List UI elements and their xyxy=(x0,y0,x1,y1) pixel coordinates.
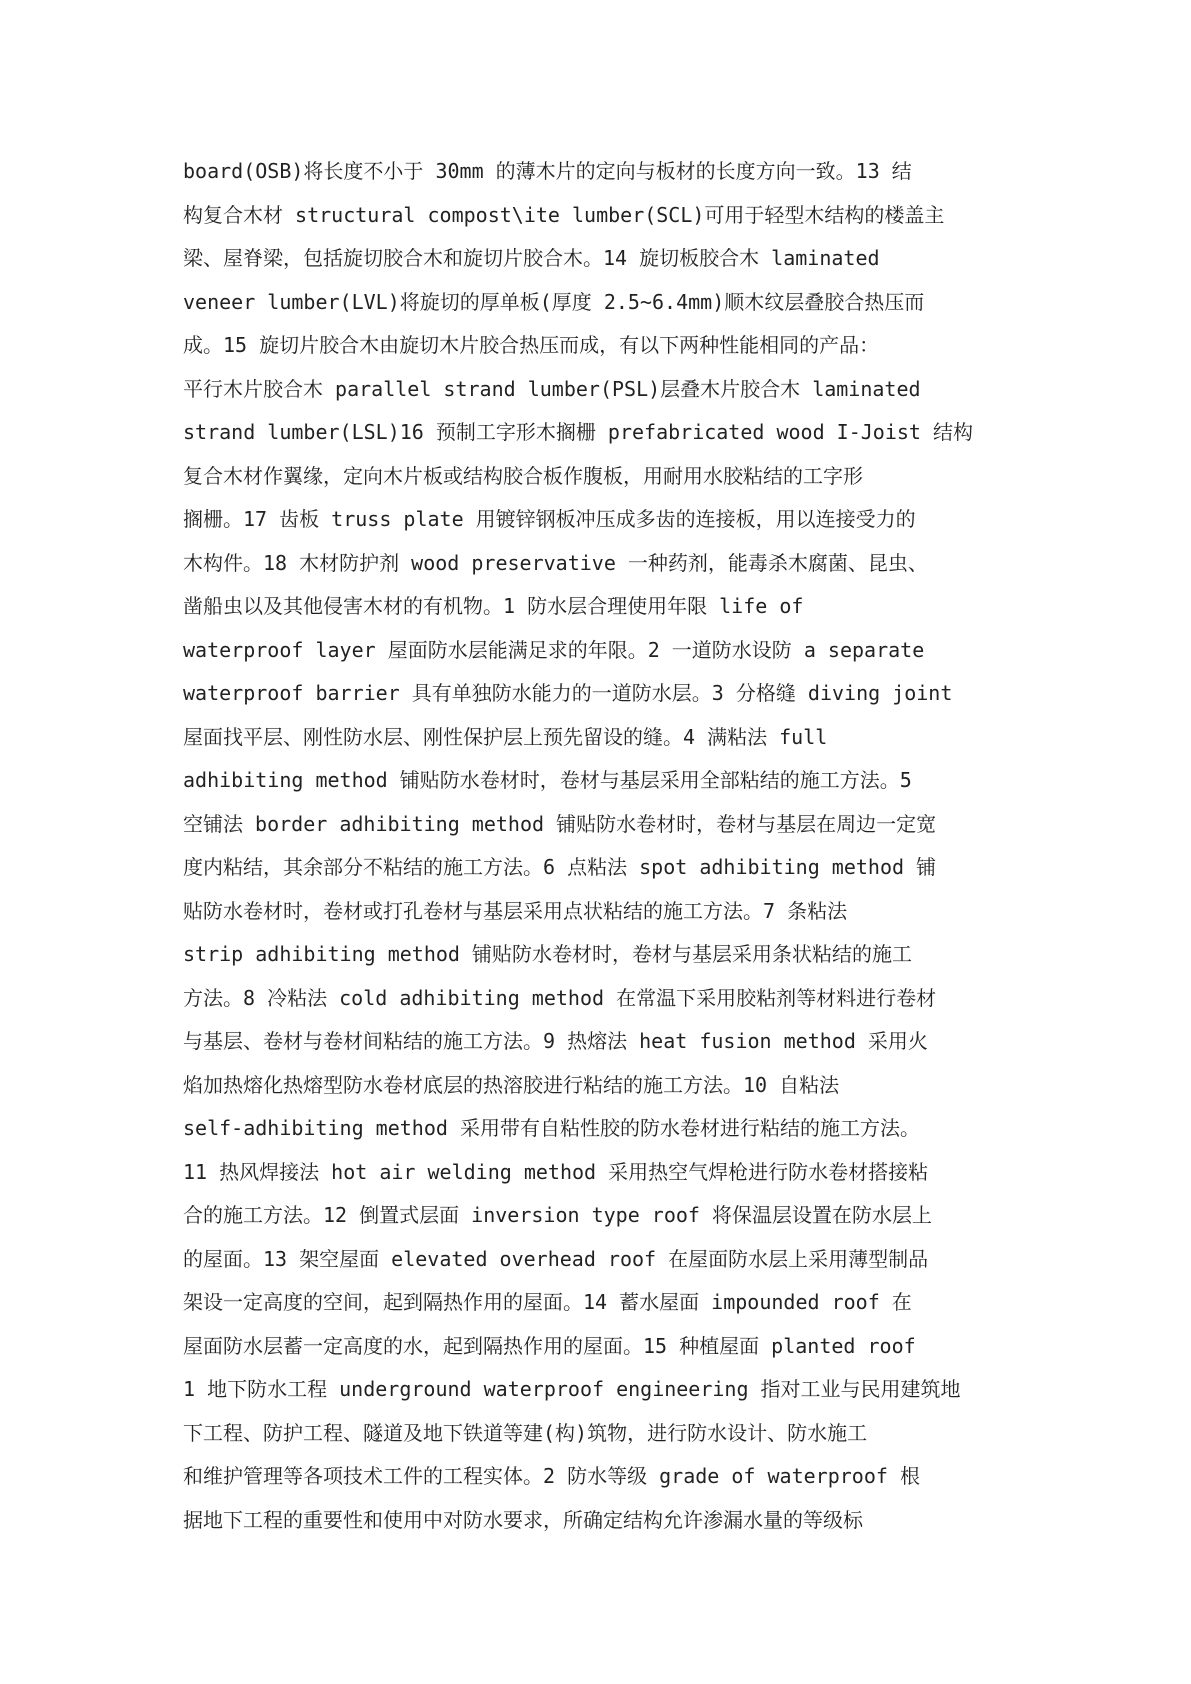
text-line: 与基层、卷材与卷材间粘结的施工方法。9 热熔法 heat fusion method 采用火 xyxy=(183,1029,928,1053)
text-line: 和维护管理等各项技术工件的工程实体。2 防水等级 grade of waterproof 根 xyxy=(183,1464,920,1488)
text-line: 的屋面。13 架空屋面 elevated overhead roof 在屋面防水层上采用薄型制品 xyxy=(183,1246,929,1271)
text-line: waterproof barrier 具有单独防水能力的一道防水层。3 分格缝 diving joint xyxy=(183,681,953,705)
text-line: waterproof layer 屋面防水层能满足求的年限。2 一道防水设防 a separate xyxy=(183,637,925,662)
text-line: 成。15 旋切片胶合木由旋切木片胶合热压而成，有以下两种性能相同的产品： xyxy=(183,333,880,357)
text-line: 平行木片胶合木 parallel strand lumber(PSL)层叠木片胶合木 laminated xyxy=(183,376,921,401)
text-line: 贴防水卷材时，卷材或打孔卷材与基层采用点状粘结的施工方法。7 条粘法 xyxy=(183,898,848,923)
text-line: 屋面找平层、刚性防水层、刚性保护层上预先留设的缝。4 满粘法 full xyxy=(183,724,828,749)
text-line: 度内粘结，其余部分不粘结的施工方法。6 点粘法 spot adhibiting method 铺 xyxy=(183,855,937,879)
text-line: 凿船虫以及其他侵害木材的有机物。1 防水层合理使用年限 life of xyxy=(183,594,804,618)
text-line: 屋面防水层蓄一定高度的水，起到隔热作用的屋面。15 种植屋面 planted roof xyxy=(183,1333,916,1358)
text-line: 合的施工方法。12 倒置式层面 inversion type roof 将保温层设置在防水层上 xyxy=(183,1203,932,1227)
text-line: board(OSB)将长度不小于 30mm 的薄木片的定向与板材的长度方向一致。13 结 xyxy=(183,159,912,183)
text-line: 下工程、防护工程、隧道及地下铁道等建(构)筑物，进行防水设计、防水施工 xyxy=(183,1420,868,1445)
text-line: 复合木材作翼缘，定向木片板或结构胶合板作腹板，用耐用水胶粘结的工字形 xyxy=(183,463,863,488)
text-line: 构复合木材 structural compost\ite lumber(SCL)可用于轻型木结构的楼盖主 xyxy=(183,202,945,227)
text-line: strip adhibiting method 铺贴防水卷材时，卷材与基层采用条状粘结的施工 xyxy=(183,942,912,966)
text-line: 木构件。18 木材防护剂 wood preservative 一种药剂，能毒杀木腐菌、昆虫、 xyxy=(183,550,928,575)
text-line: 据地下工程的重要性和使用中对防水要求，所确定结构允许渗漏水量的等级标 xyxy=(183,1507,863,1532)
text-line: strand lumber(LSL)16 预制工字形木搁栅 prefabricated wood I-Joist 结构 xyxy=(183,420,974,444)
text-line: 搁栅。17 齿板 truss plate 用镀锌钢板冲压成多齿的连接板，用以连接受力的 xyxy=(183,507,916,531)
text-line: 焰加热熔化热熔型防水卷材底层的热溶胶进行粘结的施工方法。10 自粘法 xyxy=(183,1072,840,1097)
text-line: 1 地下防水工程 underground waterproof engineering 指对工业与民用建筑地 xyxy=(183,1377,961,1401)
text-line: 空铺法 border adhibiting method 铺贴防水卷材时，卷材与基层在周边一定宽 xyxy=(183,811,937,836)
text-line: veneer lumber(LVL)将旋切的厚单板(厚度 2.5~6.4mm)顺木纹层叠胶合热压而 xyxy=(183,289,925,314)
text-line: 梁、屋脊梁，包括旋切胶合木和旋切片胶合木。14 旋切板胶合木 laminated xyxy=(183,246,880,270)
text-line: self-adhibiting method 采用带有自粘性胶的防水卷材进行粘结的施工方法。 xyxy=(183,1116,920,1140)
text-line: 11 热风焊接法 hot air welding method 采用热空气焊枪进行防水卷材搭接粘 xyxy=(183,1159,929,1184)
body-text xyxy=(183,150,1023,1542)
text-line: 架设一定高度的空间，起到隔热作用的屋面。14 蓄水屋面 impounded roof 在 xyxy=(183,1290,912,1314)
text-line: 方法。8 冷粘法 cold adhibiting method 在常温下采用胶粘剂等材料进行卷材 xyxy=(183,985,937,1010)
text-line: adhibiting method 铺贴防水卷材时，卷材与基层采用全部粘结的施工方法。5 xyxy=(183,768,912,792)
